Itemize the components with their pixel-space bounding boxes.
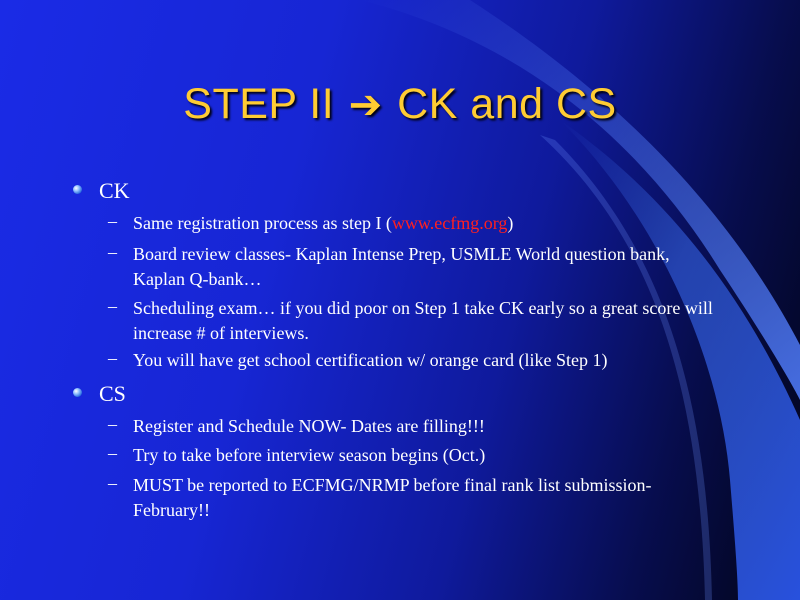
dash-icon: –	[108, 443, 117, 463]
list-item: Board review classes- Kaplan Intense Prep, USMLE World question bank, Kaplan Q-bank…	[133, 244, 670, 289]
list-item: Scheduling exam… if you did poor on Step 1 take CK early so a great score will increase # of interviews.	[133, 298, 713, 343]
list-item: MUST be reported to ECFMG/NRMP before final rank list submission- February!!	[133, 475, 652, 520]
list-item: Try to take before interview season begins (Oct.)	[133, 445, 486, 465]
title-left: STEP II	[183, 80, 335, 128]
bullet-icon	[73, 185, 82, 194]
list-item: Same registration process as step I (www.ecfmg.org)	[133, 213, 514, 233]
list-item: Register and Schedule NOW- Dates are filling!!!	[133, 416, 485, 436]
dash-icon: –	[108, 296, 117, 316]
dash-icon: –	[108, 414, 117, 434]
dash-icon: –	[108, 242, 117, 262]
dash-icon: –	[108, 473, 117, 493]
dash-icon: –	[108, 211, 117, 231]
bullet-icon	[73, 388, 82, 397]
title-right: CK and CS	[397, 80, 617, 128]
section-heading-cs: CS	[99, 381, 126, 406]
dash-icon: –	[108, 348, 117, 368]
list-item: You will have get school certification w/ orange card (like Step 1)	[133, 350, 608, 370]
section-heading-ck: CK	[99, 178, 130, 203]
arrow-right-icon: ➔	[348, 83, 383, 127]
ecfmg-link[interactable]: www.ecfmg.org	[391, 213, 508, 233]
